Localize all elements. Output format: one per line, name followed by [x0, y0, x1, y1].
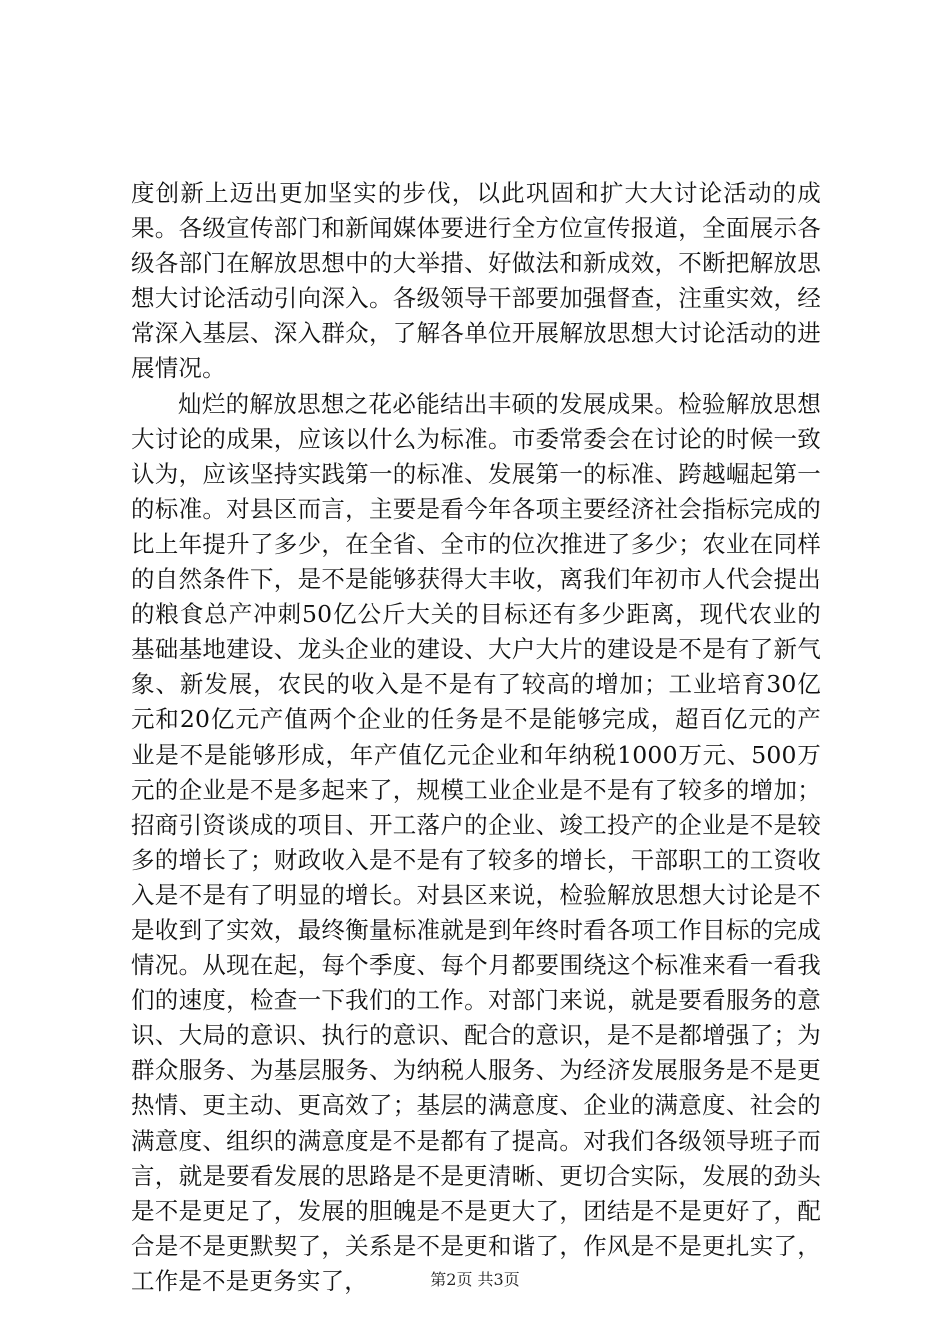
document-body: [131, 176, 821, 1299]
paragraph-evaluation-standards: 灿烂的解放思想之花必能结出丰硕的发展成果。检验解放思想大讨论的成果，应该以什么为标准。市委常委会在讨论的时候一致认为，应该坚持实践第一的标准、发展第一的标准、跨越崛起第一的标准。对县区而言，主要是看今年各项主要经济社会指标完成的比上年提升了多少，在全省、全市的位次推进了多少；农业在同样的自然条件下，是不是能够获得大丰收，离我们年初市人代会提出的粮食总产冲刺50亿公斤大关的目标还有多少距离，现代农业的基础基地建设、龙头企业的建设、大户大片的建设是不是有了新气象、新发展，农民的收入是不是有了较高的增加；工业培育30亿元和20亿元产值两个企业的任务是不是能够完成，超百亿元的产业是不是能够形成，年产值亿元企业和年纳税1000万元、500万元的企业是不是多起来了，规模工业企业是不是有了较多的增加；招商引资谈成的项目、开工落户的企业、竣工投产的企业是不是较多的增长了；财政收入是不是有了较多的增长，干部职工的工资收入是不是有了明显的增长。对县区来说，检验解放思想大讨论是不是收到了实效，最终衡量标准就是到年终时看各项工作目标的完成情况。从现在起，每个季度、每个月都要围绕这个标准来看一看我们的速度，检查一下我们的工作。对部门来说，就是要看服务的意识、大局的意识、执行的意识、配合的意识，是不是都增强了；为群众服务、为基层服务、为纳税人服务、为经济发展服务是不是更热情、更主动、更高效了；基层的满意度、企业的满意度、社会的满意度、组织的满意度是不是都有了提高。对我们各级领导班子而言，就是要看发展的思路是不是更清晰、更切合实际，发展的劲头是不是更足了，发展的胆魄是不是更大了，团结是不是更好了，配合是不是更默契了，关系是不是更和谐了，作风是不是更扎实了，工作是不是更务实了，: [131, 389, 821, 1295]
paragraph-continuation: 度创新上迈出更加坚实的步伐，以此巩固和扩大大讨论活动的成果。各级宣传部门和新闻媒体要进行全方位宣传报道，全面展示各级各部门在解放思想中的大举措、好做法和新成效，不断把解放思想大讨论活动引向深入。各级领导干部要加强督查，注重实效，经常深入基层、深入群众，了解各单位开展解放思想大讨论活动的进展情况。: [131, 179, 821, 383]
page-footer: 第2页 共3页: [430, 1270, 520, 1289]
